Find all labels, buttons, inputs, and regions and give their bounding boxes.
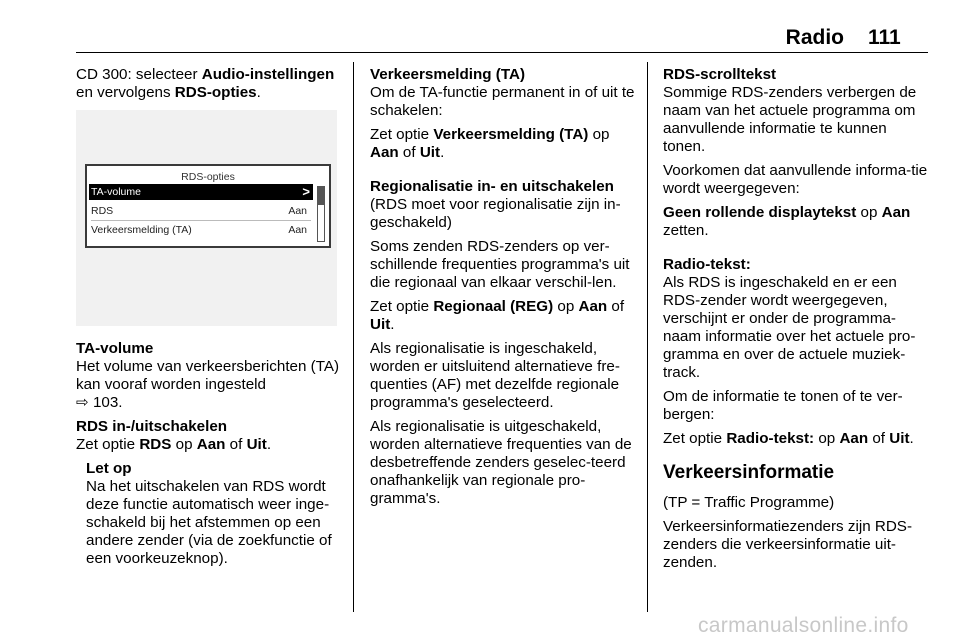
header-rule	[76, 52, 928, 53]
screen-title: RDS-opties	[181, 171, 235, 183]
reg-text-3: Als regionalisatie is ingeschakeld, worden er uitsluitend alternatieve fre-quenties (AF) met dezelfde regionale programma's geselecteerd.	[370, 340, 620, 411]
display-screen	[85, 164, 331, 248]
radio-text-2: Om de informatie te tonen of te ver-bergen:	[663, 388, 903, 423]
rds-text: Zet optie RDS op Aan of Uit.	[76, 436, 272, 453]
column-1	[76, 66, 342, 574]
page-number: 111	[868, 26, 901, 49]
note-text: Na het uitschakelen van RDS wordt deze functie automatisch weer inge-schakeld bij het afstemmen op een andere zender (via de zoekfunctie of een voorkeuzeknop).	[86, 478, 332, 567]
heading-verkeersmelding: Verkeersmelding (TA)	[370, 66, 526, 83]
menu-item-rds[interactable]: RDS Aan	[91, 205, 307, 217]
section-title-verkeersinformatie: Verkeersinformatie	[663, 462, 835, 483]
heading-rds-scrolltekst: RDS-scrolltekst	[663, 66, 777, 83]
radio-option-text: Zet optie Radio-tekst: op Aan of Uit.	[663, 430, 914, 447]
vi-text-1: (TP = Traffic Programme)	[663, 494, 835, 511]
column-3	[663, 66, 929, 578]
page-reference: ⇨ 103.	[76, 394, 123, 411]
row-divider	[91, 220, 311, 221]
reg-text-4: Als regionalisatie is uitgeschakeld, worden alternatieve frequenties van de desbetreffende zenders geselec-teerd onafhankelijk van regionale pro-gramma's.	[370, 418, 632, 507]
radio-text-1: Als RDS is ingeschakeld en er een RDS-zender wordt weergegeven, verschijnt er onder de programma-naam informatie over het actuele pro-gramma en over de actuele muziek-track.	[663, 274, 916, 381]
vi-text-2: Verkeersinformatiezenders zijn RDS-zenders die verkeersinformatie uit-zenden.	[663, 518, 912, 571]
ta-option-text: Zet optie Verkeersmelding (TA) op Aan of Uit.	[370, 126, 610, 161]
chevron-right-icon: >	[302, 184, 310, 199]
watermark: carmanualsonline.info	[698, 614, 909, 637]
menu-item-verkeersmelding[interactable]: Verkeersmelding (TA) Aan	[91, 224, 307, 236]
scroll-text-1: Sommige RDS-zenders verbergen de naam van het actuele programma om aanvullende informatie te kunnen tonen.	[663, 84, 917, 155]
heading-regionalisatie: Regionalisatie in- en uitschakelen	[370, 178, 614, 195]
scroll-text-2: Voorkomen dat aanvullende informa-tie wordt weergegeven:	[663, 162, 928, 197]
menu-item-ta-volume[interactable]: TA-volume >	[89, 184, 313, 200]
scrollbar[interactable]	[317, 186, 325, 242]
reg-option-text: Zet optie Regionaal (REG) op Aan of Uit.	[370, 298, 625, 333]
reg-text-1: (RDS moet voor regionalisatie zijn in-geschakeld)	[370, 196, 621, 231]
column-divider	[353, 62, 354, 612]
scrollbar-thumb[interactable]	[318, 187, 324, 205]
rds-options-figure	[76, 110, 337, 326]
heading-rds: RDS in-/uitschakelen	[76, 418, 228, 435]
ta-volume-text: Het volume van verkeersberichten (TA) kan vooraf worden ingesteld ⇨ 103.	[76, 358, 340, 411]
intro-paragraph: CD 300: selecteer Audio-instellingen en vervolgens RDS-opties.	[76, 66, 335, 101]
scroll-option-text: Geen rollende displaytekst op Aan zetten.	[663, 204, 911, 239]
heading-ta-volume: TA-volume	[76, 340, 154, 357]
reg-text-2: Soms zenden RDS-zenders op ver-schillende frequenties programma's uit die regionaal van elkaar verschil-len.	[370, 238, 630, 291]
note-heading: Let op	[86, 460, 132, 477]
heading-radio-tekst: Radio-tekst:	[663, 256, 751, 273]
ta-text: Om de TA-functie permanent in of uit te schakelen:	[370, 84, 635, 119]
note-box	[76, 460, 342, 568]
column-2	[370, 66, 636, 514]
page-header-title: Radio	[785, 26, 844, 49]
column-divider	[647, 62, 648, 612]
